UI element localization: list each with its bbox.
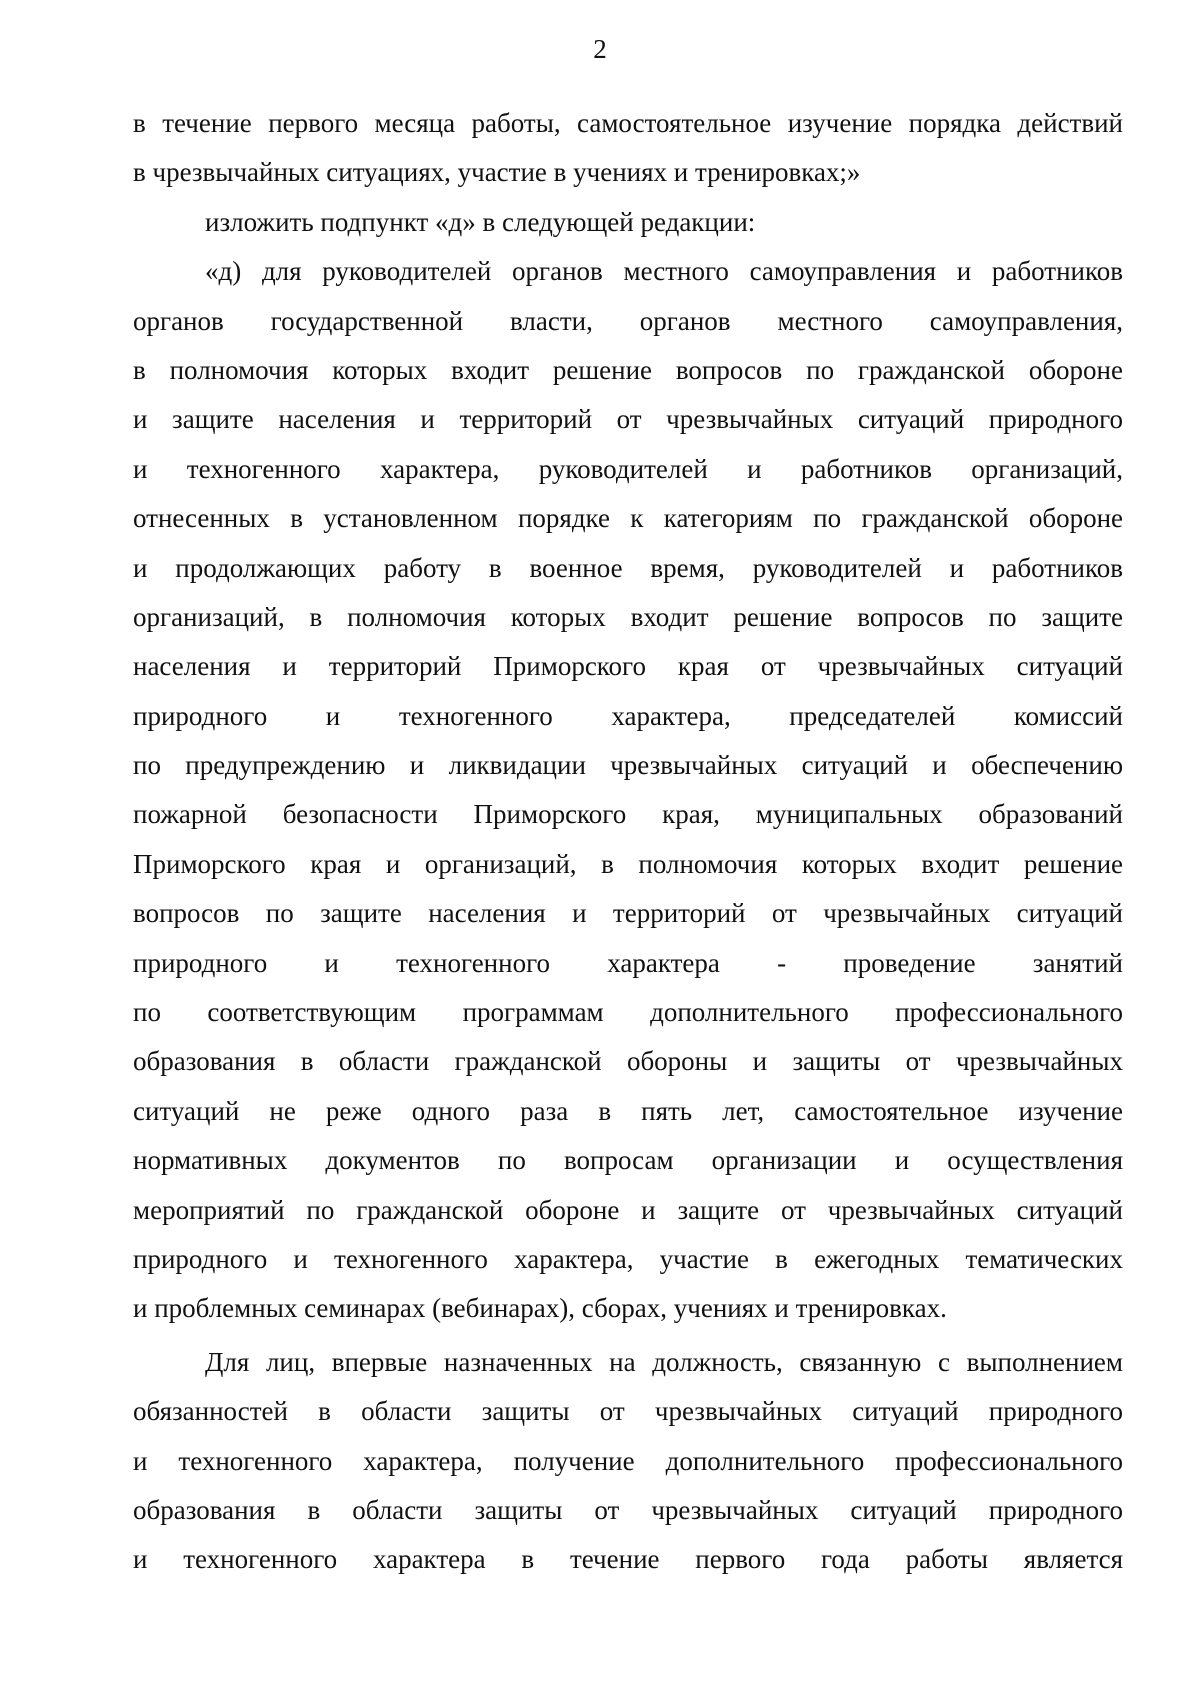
text-line: в течение первого месяца работы, самостоятельное изучение порядка действий bbox=[133, 108, 1123, 138]
text-line: в полномочия которых входит решение вопросов по гражданской обороне bbox=[133, 354, 1123, 385]
text-line: природного и техногенного характера - проведение занятий bbox=[133, 947, 1123, 978]
text-line: и техногенного характера, получение дополнительного профессионального bbox=[133, 1445, 1123, 1476]
text-line: организаций, в полномочия которых входит решение вопросов по защите bbox=[133, 601, 1123, 632]
text-line: Приморского края и организаций, в полномочия которых входит решение bbox=[133, 848, 1123, 879]
text-line: отнесенных в установленном порядке к категориям по гражданской обороне bbox=[133, 503, 1123, 534]
text-line: «д) для руководителей органов местного самоуправления и работников bbox=[205, 256, 1123, 287]
text-line: образования в области защиты от чрезвычайных ситуаций природного bbox=[133, 1494, 1123, 1525]
text-line: по соответствующим программам дополнительного профессионального bbox=[133, 997, 1123, 1028]
text-line: природного и техногенного характера, председателей комиссий bbox=[133, 700, 1123, 731]
text-line: ситуаций не реже одного раза в пять лет, самостоятельное изучение bbox=[133, 1095, 1123, 1126]
document-body bbox=[133, 99, 1123, 1585]
text-line: пожарной безопасности Приморского края, муниципальных образований bbox=[133, 799, 1123, 830]
text-line: нормативных документов по вопросам организации и осуществления bbox=[133, 1145, 1123, 1176]
text-line: изложить подпункт «д» в следующей редакции: bbox=[205, 206, 756, 237]
text-line: в чрезвычайных ситуациях, участие в учениях и тренировках;» bbox=[133, 157, 861, 188]
text-line: населения и территорий Приморского края от чрезвычайных ситуаций bbox=[133, 651, 1123, 682]
text-line: вопросов по защите населения и территорий от чрезвычайных ситуаций bbox=[133, 898, 1123, 929]
text-line: и продолжающих работу в военное время, руководителей и работников bbox=[133, 552, 1123, 583]
text-line: и техногенного характера в течение первого года работы является bbox=[133, 1544, 1123, 1575]
text-line: органов государственной власти, органов местного самоуправления, bbox=[133, 305, 1123, 336]
text-line: образования в области гражданской обороны и защиты от чрезвычайных bbox=[133, 1046, 1123, 1077]
text-line: и защите населения и территорий от чрезвычайных ситуаций природного bbox=[133, 404, 1123, 435]
text-line: и проблемных семинарах (вебинарах), сборах, учениях и тренировках. bbox=[133, 1293, 947, 1324]
page-number: 2 bbox=[593, 34, 607, 64]
text-line: и техногенного характера, руководителей и работников организаций, bbox=[133, 453, 1123, 484]
text-line: обязанностей в области защиты от чрезвычайных ситуаций природного bbox=[133, 1396, 1123, 1427]
text-line: по предупреждению и ликвидации чрезвычайных ситуаций и обеспечению bbox=[133, 750, 1123, 781]
text-line: природного и техногенного характера, участие в ежегодных тематических bbox=[133, 1243, 1123, 1274]
text-line: мероприятий по гражданской обороне и защите от чрезвычайных ситуаций bbox=[133, 1194, 1123, 1225]
text-line: Для лиц, впервые назначенных на должность, связанную с выполнением bbox=[205, 1346, 1123, 1377]
